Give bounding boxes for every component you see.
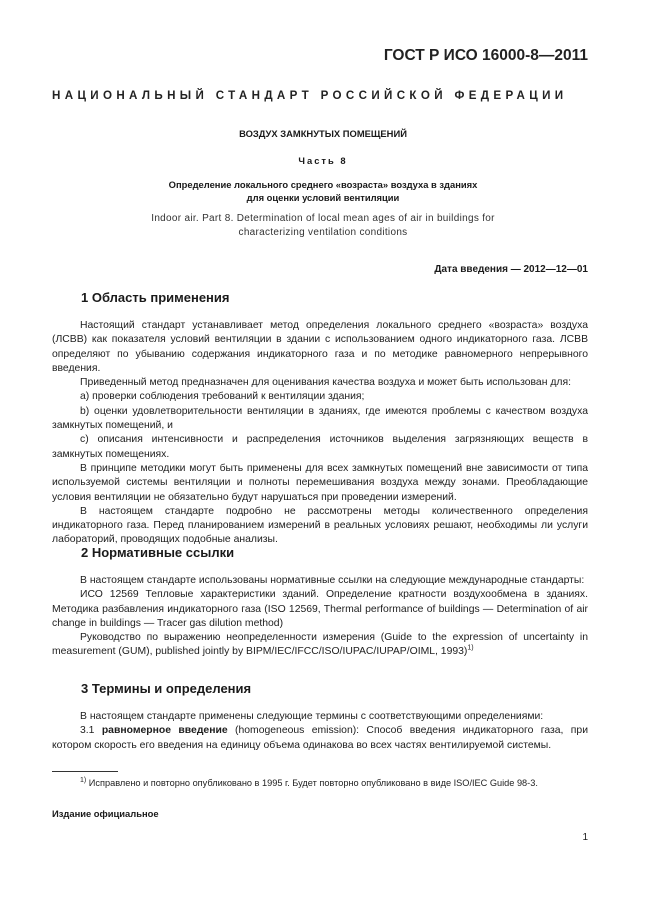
section-3-body xyxy=(52,710,588,753)
paragraph: Настоящий стандарт устанавливает метод определения локального среднего «возраста» воздуха (ЛСВВ) как показателя условий вентиляции в здании с использованием одного индикаторного газа. ЛСВВ определяют по убыванию содержания индикаторного газа и по методике равномерного непрерывного введения. xyxy=(52,320,588,374)
term-number: 3.1 xyxy=(80,725,95,737)
footnote-divider xyxy=(52,771,118,772)
document-part: Часть 8 xyxy=(298,155,348,166)
section-2-heading: 2 Нормативные ссылки xyxy=(81,545,235,560)
edition-label: Издание официальное xyxy=(52,808,159,819)
term-definition xyxy=(52,724,588,753)
document-title: ВОЗДУХ ЗАМКНУТЫХ ПОМЕЩЕНИЙ xyxy=(239,128,407,139)
normative-reference: ИСО 12569 Тепловые характеристики зданий. Определение кратности воздухообмена в зданиях. Методика разбавления индикаторного газа (ISO 12569, Thermal performance of buildings — Determination of air change in buildings — Tracer gas dilution method) xyxy=(52,589,588,629)
list-item: а) проверки соблюдения требований к вентиляции здания; xyxy=(80,391,365,403)
paragraph: Приведенный метод предназначен для оценивания качества воздуха и может быть использован для: xyxy=(80,377,571,389)
document-subtitle-en xyxy=(60,212,586,239)
subtitle-en-line-1: Indoor air. Part 8. Determination of local mean ages of air in buildings for xyxy=(151,213,495,224)
list-item: с) описания интенсивности и распределения источников выделения загрязняющих веществ в замкнутых помещениях. xyxy=(52,434,588,460)
document-number: ГОСТ Р ИСО 16000-8—2011 xyxy=(383,47,588,64)
section-1-body xyxy=(52,319,588,548)
introduction-date: Дата введения — 2012—12—01 xyxy=(434,264,588,275)
section-1-heading: 1 Область применения xyxy=(81,290,230,305)
subtitle-ru-line-2: для оценки условий вентиляции xyxy=(246,192,400,203)
subtitle-ru-line-1: Определение локального среднего «возраста» воздуха в зданиях xyxy=(168,179,478,190)
subtitle-en-line-2: characterizing ventilation conditions xyxy=(238,226,408,238)
list-item: b) оценки удовлетворительности вентиляции в зданиях, где имеются проблемы с качеством воздуха замкнутых помещений, и xyxy=(52,405,588,432)
document-subtitle-ru xyxy=(60,178,586,204)
standard-banner: НАЦИОНАЛЬНЫЙ СТАНДАРТ РОССИЙСКОЙ ФЕДЕРАЦИИ xyxy=(52,89,568,102)
footnote-text: Исправлено и повторно опубликовано в 1995 г. Будет повторно опубликовано в виде ISO/IEC Guide 98-3. xyxy=(88,778,538,788)
paragraph: В принципе методики могут быть применены для всех замкнутых помещений вне зависимости от типа используемой системы вентиляции и полноты перемешивания воздуха между зонами. Преобладающие условия вентиляции не обязательно будут нарушаться при проведении измерений. xyxy=(52,462,588,503)
section-3-heading: 3 Термины и определения xyxy=(81,681,252,696)
footnote-mark: 1) xyxy=(80,776,87,784)
page-number: 1 xyxy=(582,832,588,843)
term-text: (homogeneous emission): Способ введения индикаторного газа, при котором скорость его введения на единицу объема одинакова во всех частях вентилируемой системы. xyxy=(52,725,589,751)
paragraph: В настоящем стандарте применены следующие термины с соответствующими определениями: xyxy=(80,711,544,722)
footnote xyxy=(52,777,588,790)
reference-text: Руководство по выражению неопределенности измерения (Guide to the expression of uncertainty in measurement (GUM), published jointly by BIPM/IEC/IFCC/ISO/IUPAC/IUPAP/OIML, 1993) xyxy=(52,632,588,658)
term-name: равномерное введение xyxy=(101,725,228,737)
paragraph: В настоящем стандарте подробно не рассмотрены методы количественного определения индикаторного газа. Перед планированием измерений в реальных условиях решают, необходимы ли услуги лабораторий, проводящих подобные анализы. xyxy=(52,505,588,546)
paragraph: В настоящем стандарте использованы нормативные ссылки на следующие международные стандарты: xyxy=(80,575,585,586)
section-2-body xyxy=(52,574,588,660)
footnote-marker[interactable]: 1) xyxy=(467,645,474,653)
normative-reference xyxy=(52,631,588,660)
